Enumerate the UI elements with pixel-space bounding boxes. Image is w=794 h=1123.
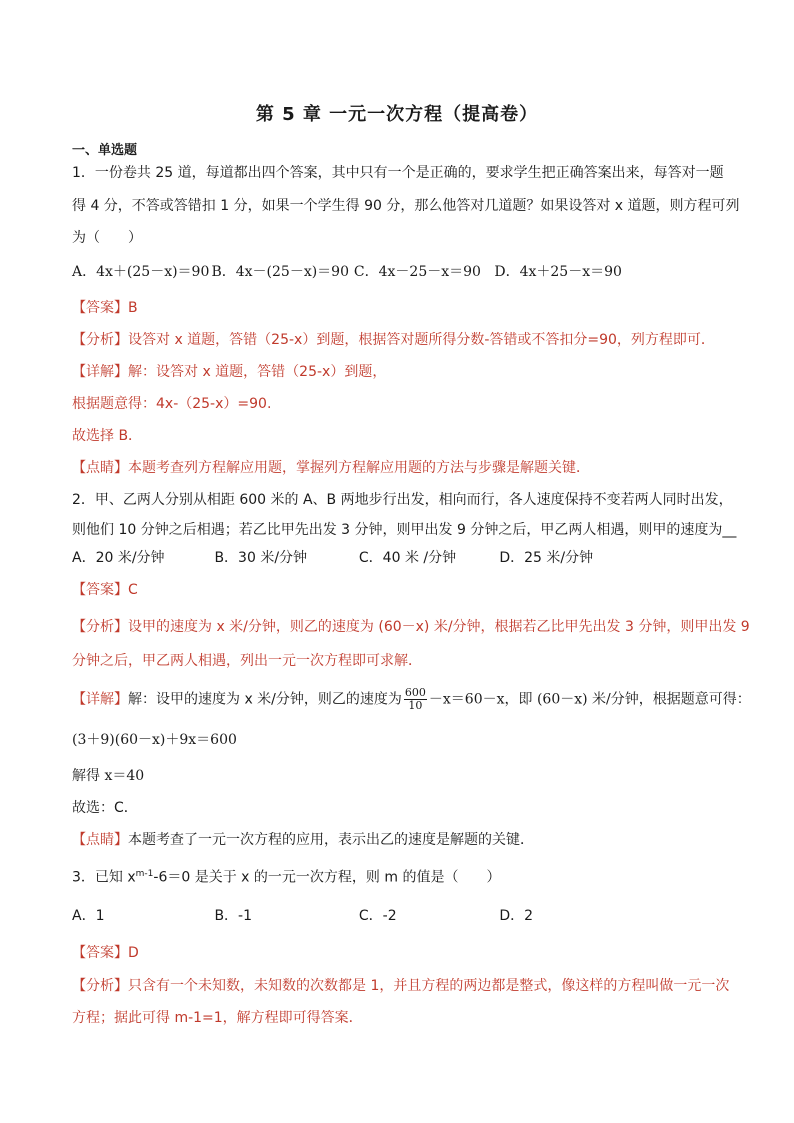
q2-detail-conclusion: 故选：C． — [72, 800, 138, 816]
q2-stem-line2: 则他们 10 分钟之后相遇；若乙比甲先出发 3 分钟，则甲出发 9 分钟之后，甲乙两人相遇，则甲的速度为__ — [72, 522, 737, 538]
answer-value: C — [128, 582, 138, 598]
q2-comment — [72, 830, 534, 850]
q2-options — [72, 548, 593, 568]
answer-label: 【答案】 — [72, 300, 128, 316]
q2-answer — [72, 580, 138, 600]
q3-stem — [72, 864, 500, 888]
analysis-label: 【分析】 — [72, 332, 128, 348]
fraction — [404, 687, 427, 712]
q2-analysis-line2: 分钟之后，甲乙两人相遇，列出一元一次方程即可求解． — [72, 653, 422, 669]
q2-detail — [72, 687, 751, 712]
fraction-denominator: 10 — [408, 699, 423, 712]
q1-analysis — [72, 330, 715, 350]
q2-detail-equation: (3＋9)(60－x)＋9x＝600 — [72, 732, 237, 748]
q2-option-c: C．40 米 /分钟 — [358, 550, 457, 566]
q3-answer — [72, 943, 139, 963]
analysis-text: 设甲的速度为 x 米/分钟，则乙的速度为 (60－x) 米/分钟，根据若乙比甲先出发 3 分钟，则甲出发 9 — [128, 619, 750, 635]
q1-option-b: B．4x－(25－x)＝90 — [211, 264, 349, 280]
comment-text: 本题考查列方程解应用题，掌握列方程解应用题的方法与步骤是解题关键． — [128, 460, 590, 476]
q1-stem-line3: 为（ ） — [72, 230, 142, 246]
q2-detail-solution: 解得 x＝40 — [72, 768, 145, 784]
comment-label: 【点睛】 — [72, 460, 128, 476]
detail-text: 解：设答对 x 道题，答错（25-x）到题， — [128, 364, 387, 380]
q2-analysis — [72, 617, 750, 637]
q3-stem-post: -6＝0 是关于 x 的一元一次方程，则 m 的值是（ ） — [153, 869, 501, 886]
q1-option-a: A．4x＋(25－x)＝90 — [72, 264, 210, 280]
answer-value: D — [128, 945, 139, 961]
q1-answer — [72, 298, 138, 318]
q1-option-c: C．4x－25－x＝90 — [353, 264, 481, 280]
q1-detail-line3: 故选择 B． — [72, 428, 143, 444]
comment-text: 本题考查了一元一次方程的应用，表示出乙的速度是解题的关键． — [128, 832, 534, 848]
detail-text-post: －x＝60－x，即 (60－x) 米/分钟，根据题意可得： — [428, 691, 751, 708]
q1-detail-line2: 根据题意得：4x-（25-x）=90. — [72, 396, 272, 412]
analysis-label: 【分析】 — [72, 978, 128, 994]
analysis-text: 只含有一个未知数，未知数的次数都是 1，并且方程的两边都是整式，像这样的方程叫做一元一次 — [128, 978, 730, 994]
section-heading: 一、单选题 — [72, 143, 138, 158]
q1-stem-line2: 得 4 分，不答或答错扣 1 分，如果一个学生得 90 分，那么他答对几道题？如果设答对 x 道题，则方程可列 — [72, 198, 740, 214]
q2-option-b: B．30 米/分钟 — [214, 550, 308, 566]
answer-label: 【答案】 — [72, 945, 128, 961]
detail-label: 【详解】 — [72, 691, 128, 708]
detail-label: 【详解】 — [72, 364, 128, 380]
q3-option-d: D．2 — [499, 908, 534, 924]
comment-label: 【点睛】 — [72, 832, 128, 848]
q3-analysis-line2: 方程；据此可得 m-1=1，解方程即可得答案． — [72, 1010, 363, 1026]
detail-text-pre: 解：设甲的速度为 x 米/分钟，则乙的速度为 — [128, 691, 402, 708]
analysis-label: 【分析】 — [72, 619, 128, 635]
q1-comment — [72, 458, 590, 478]
answer-value: B — [128, 300, 138, 316]
q3-stem-pre: 3．已知 x — [72, 869, 136, 886]
q1-stem-line1: 1．一份卷共 25 道，每道都出四个答案，其中只有一个是正确的，要求学生把正确答案出来，每答对一题 — [72, 165, 724, 181]
q3-option-c: C．-2 — [358, 908, 397, 924]
q2-option-a: A．20 米/分钟 — [72, 550, 165, 566]
q1-detail — [72, 362, 386, 382]
q3-analysis — [72, 976, 729, 996]
q1-options — [72, 262, 622, 282]
page-title: 第 5 章 一元一次方程（提高卷） — [255, 104, 539, 125]
q2-stem-line1: 2．甲、乙两人分别从相距 600 米的 A、B 两地步行出发，相向而行，各人速度保持不变若两人同时出发， — [72, 492, 733, 508]
answer-label: 【答案】 — [72, 582, 128, 598]
q3-options — [72, 906, 533, 926]
q1-option-d: D．4x＋25－x＝90 — [494, 264, 622, 280]
q3-option-a: A．1 — [72, 908, 105, 924]
analysis-text: 设答对 x 道题，答错（25-x）到题，根据答对题所得分数-答错或不答扣分=90，列方程即可． — [128, 332, 715, 348]
q2-option-d: D．25 米/分钟 — [499, 550, 594, 566]
q3-option-b: B．-1 — [214, 908, 253, 924]
q3-exponent: m-1 — [135, 869, 154, 879]
fraction-numerator: 600 — [404, 686, 426, 699]
